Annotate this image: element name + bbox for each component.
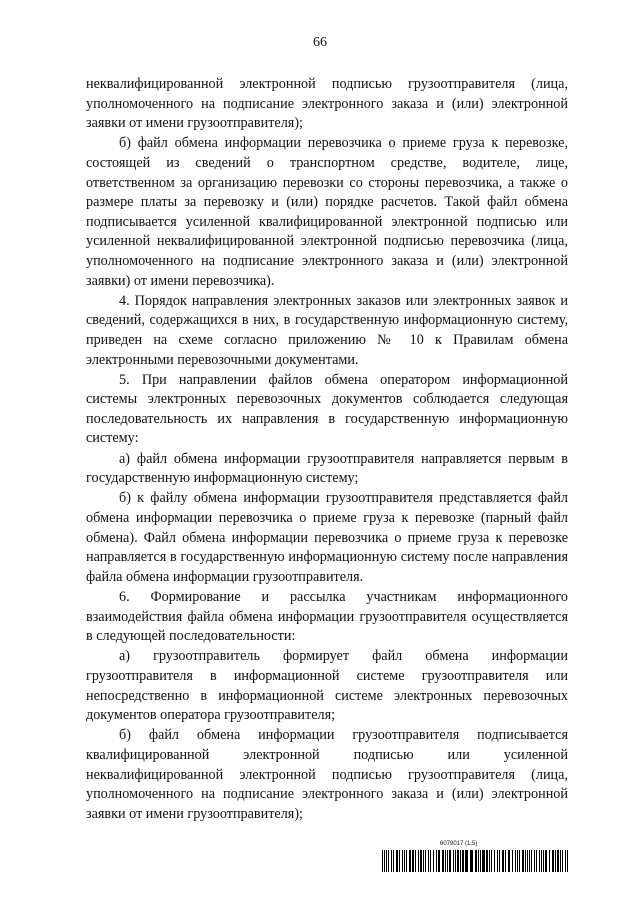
barcode-image xyxy=(382,850,570,872)
paragraph: б) к файлу обмена информации грузоотправителя представляется файл обмена информации перевозчика о приеме груза к перевозке (парный файл обмена). Файл обмена информации перевозчика о приеме груза к перевозке направляется в государственную информационную систему после направления файла обмена информации грузоотправителя. xyxy=(86,490,568,585)
paragraph: 4. Порядок направления электронных заказов или электронных заявок и сведений, содержащихся в них, в государственную информационную систему, приведен на схеме согласно приложению № 10 к Правилам обмена электронными перевозочными документами. xyxy=(86,292,568,368)
document-code: 6079017 (1.5) xyxy=(440,841,478,847)
paragraph: 6. Формирование и рассылка участникам информационного взаимодействия файла обмена информации грузоотправителя осуществляется в следующей последовательности: xyxy=(86,589,568,645)
document-body xyxy=(86,75,568,825)
page-number: 66 xyxy=(313,35,327,50)
paragraph: а) файл обмена информации грузоотправителя направляется первым в государственную информационную систему; xyxy=(86,450,568,487)
paragraph: б) файл обмена информации грузоотправителя подписывается квалифицированной электронной подписью или усиленной неквалифицированной электронной подписью грузоотправителя (лица, уполномоченного на подписание электронного заказа и (или) электронной заявки от имени грузоотправителя); xyxy=(86,727,568,822)
paragraph: неквалифицированной электронной подписью грузоотправителя (лица, уполномоченного на подписание электронного заказа и (или) электронной заявки от имени грузоотправителя); xyxy=(86,76,568,132)
paragraph: 5. При направлении файлов обмена оператором информационной системы электронных перевозочных документов соблюдается следующая последовательность их направления в государственную информационную систему: xyxy=(86,371,568,447)
paragraph: б) файл обмена информации перевозчика о приеме груза к перевозке, состоящей из сведений о транспортном средстве, водителе, лице, ответственном за организацию перевозки со стороны перевозчика, а также о размере платы за перевозку и (или) порядке расчетов. Такой файл обмена подписывается усиленной квалифицированной электронной подписью или усиленной неквалифицированной электронной подписью перевозчика (лица, уполномоченного на подписание электронного заказа и (или) электронной заявки) от имени перевозчика). xyxy=(86,135,568,289)
paragraph: а) грузоотправитель формирует файл обмена информации грузоотправителя в информационной системе грузоотправителя или непосредственно в информационной системе электронных перевозочных документов оператора грузоотправителя; xyxy=(86,648,568,724)
